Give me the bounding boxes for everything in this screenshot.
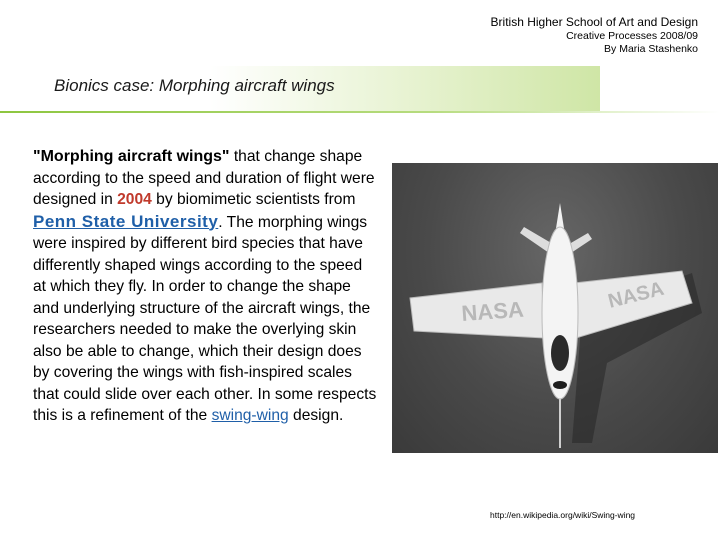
header-block [491,14,698,56]
image-caption: http://en.wikipedia.org/wiki/Swing-wing [490,510,636,520]
wing-lettering-right: NASA [605,277,667,313]
aircraft-photo [392,163,718,453]
body-quote: "Morphing aircraft wings" [33,148,230,165]
slide-title: Bionics case: Morphing aircraft wings [54,76,335,95]
body-text-4: design. [288,407,344,424]
aircraft-illustration [392,163,718,453]
school-name: British Higher School of Art and Design [490,15,698,29]
body-text-2: by biomimetic scientists from [151,191,356,208]
body-text-3: . The morphing wings were inspired by different bird species that have differently shaped wings according to the speed at which they fly. In order to change the shape and underlying structure of the aircraft wings, the researchers needed to make the overlying skin also be able to change, which their design does by covering the wings with fish-inspired scales that could slide over each other. In some respects this is a refinement of the [33,213,377,424]
swing-wing-link[interactable]: swing-wing [211,407,289,424]
body-paragraph [33,146,378,427]
course-name: Creative Processes 2008/09 [566,30,698,42]
body-text-1: that change shape according to the speed and duration of flight were designed in [33,148,375,208]
title-underline [0,111,720,113]
author-name: By Maria Stashenko [604,43,698,55]
wing-lettering-left: NASA [460,296,525,326]
body-year: 2004 [117,191,152,208]
penn-state-link[interactable]: Penn State University [33,211,219,231]
